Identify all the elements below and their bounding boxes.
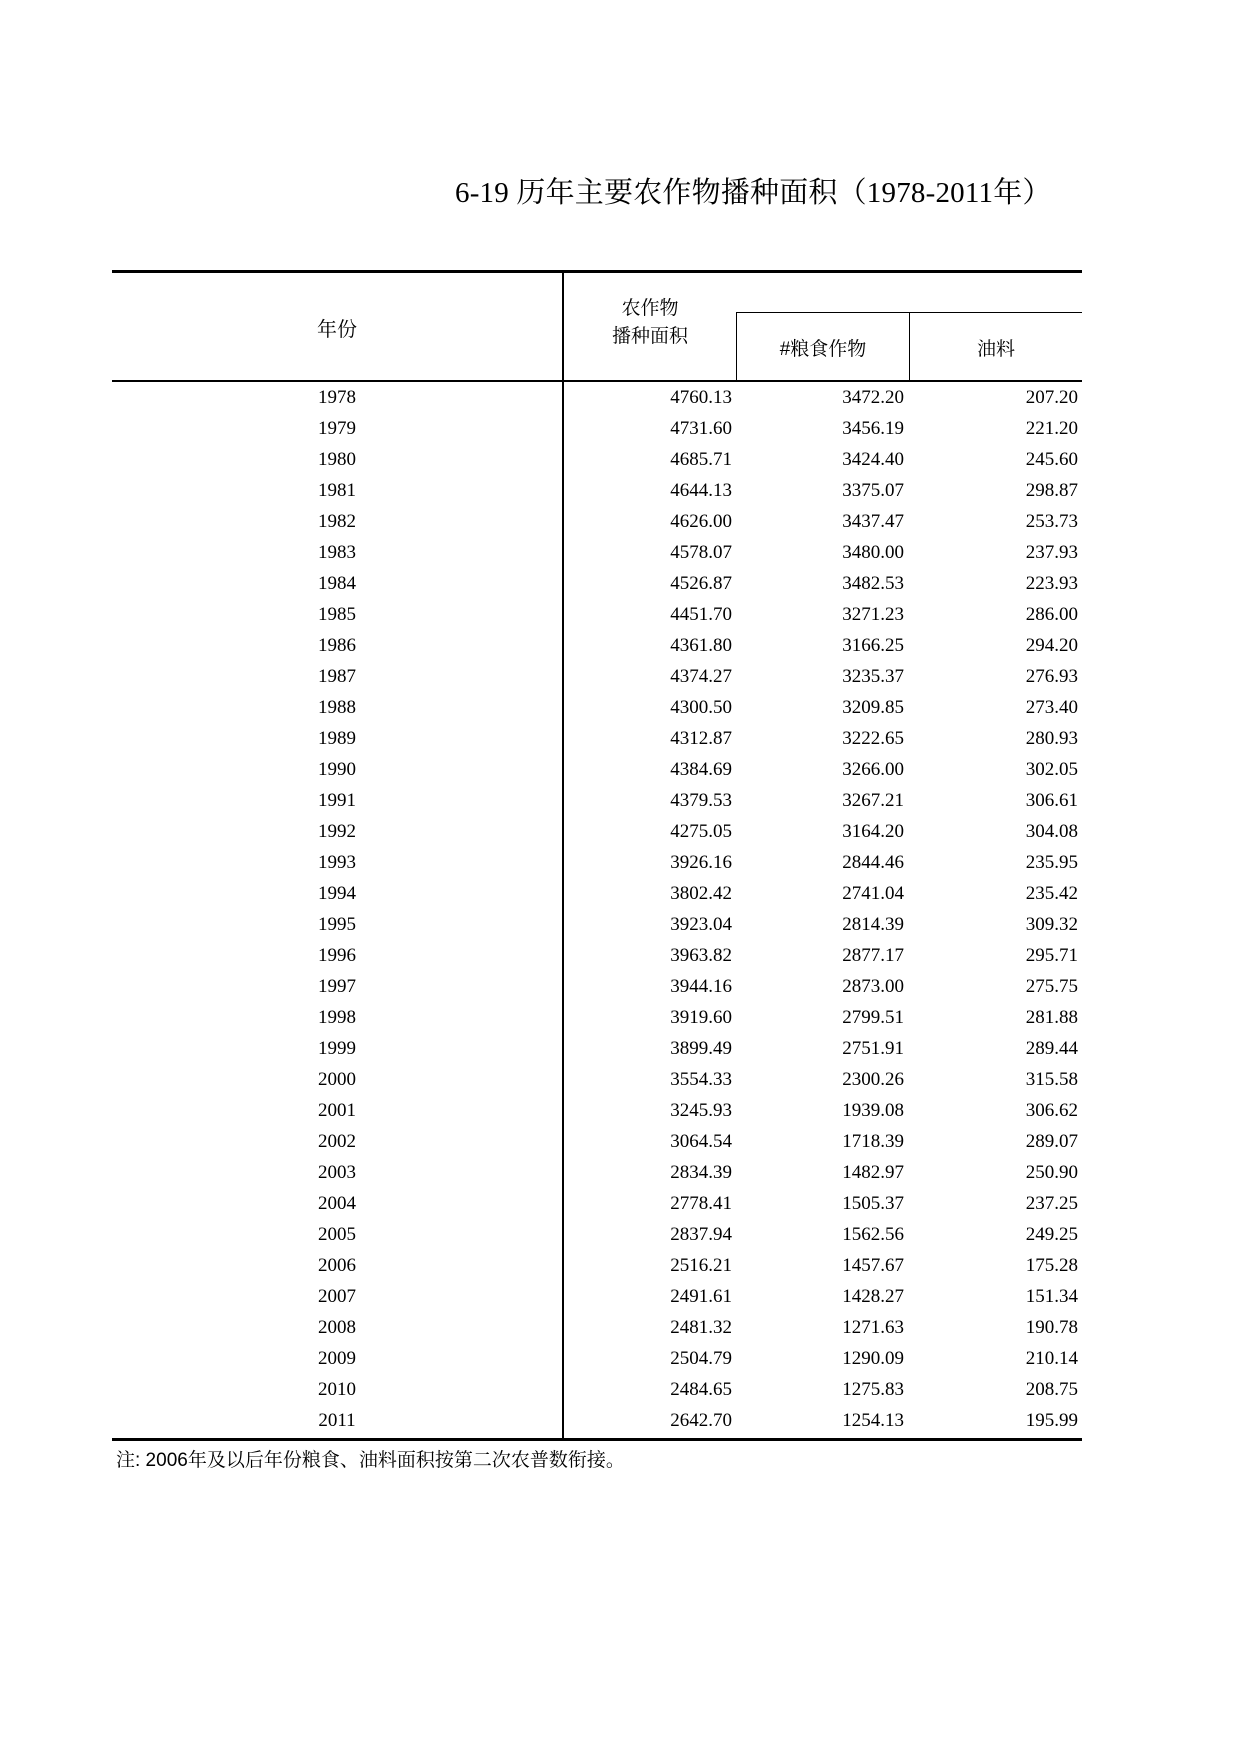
cell-grain-area: 1482.97 <box>842 1161 904 1183</box>
table-row <box>112 475 1082 506</box>
cell-oil-area: 195.99 <box>1025 1409 1078 1431</box>
cell-total-area: 2834.39 <box>670 1161 732 1183</box>
cell-oil-area: 237.93 <box>1025 541 1078 563</box>
cell-oil-area: 250.90 <box>1025 1161 1078 1183</box>
cell-year: 2002 <box>318 1130 356 1152</box>
cell-total-area: 4578.07 <box>670 541 732 563</box>
table-row <box>112 568 1082 599</box>
cell-oil-area: 235.42 <box>1025 882 1078 904</box>
cell-grain-area: 2814.39 <box>842 913 904 935</box>
cell-oil-area: 286.00 <box>1025 603 1078 625</box>
cell-year: 1997 <box>318 975 356 997</box>
cell-total-area: 3963.82 <box>670 944 732 966</box>
table-row <box>112 1374 1082 1405</box>
cell-grain-area: 3267.21 <box>842 789 904 811</box>
table-row <box>112 1157 1082 1188</box>
cell-year: 1991 <box>318 789 356 811</box>
cell-grain-area: 3166.25 <box>842 634 904 656</box>
cell-total-area: 2778.41 <box>670 1192 732 1214</box>
cell-total-area: 2491.61 <box>670 1285 732 1307</box>
cell-year: 1996 <box>318 944 356 966</box>
cell-oil-area: 235.95 <box>1025 851 1078 873</box>
cell-total-area: 4526.87 <box>670 572 732 594</box>
table-row <box>112 537 1082 568</box>
cell-total-area: 4361.80 <box>670 634 732 656</box>
cell-grain-area: 1505.37 <box>842 1192 904 1214</box>
cell-year: 1992 <box>318 820 356 842</box>
cell-total-area: 4451.70 <box>670 603 732 625</box>
cell-oil-area: 289.44 <box>1025 1037 1078 1059</box>
cell-grain-area: 3424.40 <box>842 448 904 470</box>
cell-total-area: 3919.60 <box>670 1006 732 1028</box>
table-row <box>112 723 1082 754</box>
table-body <box>112 382 1082 1436</box>
cell-grain-area: 2873.00 <box>842 975 904 997</box>
cell-grain-area: 1290.09 <box>842 1347 904 1369</box>
cell-total-area: 4626.00 <box>670 510 732 532</box>
cell-oil-area: 175.28 <box>1025 1254 1078 1276</box>
cell-oil-area: 237.25 <box>1025 1192 1078 1214</box>
table-row <box>112 1343 1082 1374</box>
cell-grain-area: 1271.63 <box>842 1316 904 1338</box>
cell-grain-area: 3456.19 <box>842 417 904 439</box>
footnote: 注: 2006年及以后年份粮食、油料面积按第二次农普数衔接。 <box>116 1450 625 1471</box>
table-row <box>112 444 1082 475</box>
cell-grain-area: 2799.51 <box>842 1006 904 1028</box>
cell-total-area: 4379.53 <box>670 789 732 811</box>
cell-total-area: 2481.32 <box>670 1316 732 1338</box>
table-row <box>112 1033 1082 1064</box>
cell-grain-area: 3437.47 <box>842 510 904 532</box>
cell-grain-area: 2877.17 <box>842 944 904 966</box>
table-header <box>112 273 1082 382</box>
table-row <box>112 940 1082 971</box>
table-row <box>112 1188 1082 1219</box>
cell-year: 1998 <box>318 1006 356 1028</box>
cell-grain-area: 3164.20 <box>842 820 904 842</box>
table-row <box>112 661 1082 692</box>
header-total-line1: 农作物 <box>621 298 679 319</box>
table-row <box>112 1064 1082 1095</box>
table-row <box>112 1405 1082 1436</box>
table-row <box>112 754 1082 785</box>
cell-grain-area: 1457.67 <box>842 1254 904 1276</box>
cell-oil-area: 295.71 <box>1025 944 1078 966</box>
cell-grain-area: 3235.37 <box>842 665 904 687</box>
cell-oil-area: 280.93 <box>1025 727 1078 749</box>
cell-total-area: 4312.87 <box>670 727 732 749</box>
table-row <box>112 1281 1082 1312</box>
cell-total-area: 4384.69 <box>670 758 732 780</box>
cell-grain-area: 3480.00 <box>842 541 904 563</box>
header-oil-crops: 油料 <box>976 339 1015 360</box>
cell-oil-area: 289.07 <box>1025 1130 1078 1152</box>
table-row <box>112 1002 1082 1033</box>
cell-grain-area: 1562.56 <box>842 1223 904 1245</box>
cell-oil-area: 253.73 <box>1025 510 1078 532</box>
cell-grain-area: 1275.83 <box>842 1378 904 1400</box>
table-row <box>112 1219 1082 1250</box>
cell-oil-area: 273.40 <box>1025 696 1078 718</box>
table-row <box>112 413 1082 444</box>
table-row <box>112 1095 1082 1126</box>
cell-total-area: 3554.33 <box>670 1068 732 1090</box>
cell-grain-area: 3482.53 <box>842 572 904 594</box>
cell-year: 1986 <box>318 634 356 656</box>
header-total-sown-area <box>564 295 736 351</box>
cell-oil-area: 190.78 <box>1025 1316 1078 1338</box>
cell-year: 1993 <box>318 851 356 873</box>
cell-total-area: 2837.94 <box>670 1223 732 1245</box>
cell-grain-area: 2300.26 <box>842 1068 904 1090</box>
cell-year: 1979 <box>318 417 356 439</box>
cell-grain-area: 3375.07 <box>842 479 904 501</box>
cell-oil-area: 207.20 <box>1025 386 1078 408</box>
cell-year: 1987 <box>318 665 356 687</box>
cell-grain-area: 3209.85 <box>842 696 904 718</box>
cell-total-area: 3064.54 <box>670 1130 732 1152</box>
table-row <box>112 599 1082 630</box>
table-row <box>112 382 1082 413</box>
cell-oil-area: 208.75 <box>1025 1378 1078 1400</box>
cell-year: 1983 <box>318 541 356 563</box>
cell-grain-area: 3271.23 <box>842 603 904 625</box>
cell-year: 1994 <box>318 882 356 904</box>
cell-oil-area: 249.25 <box>1025 1223 1078 1245</box>
table-row <box>112 971 1082 1002</box>
table-row <box>112 506 1082 537</box>
page-title: 6-19 历年主要农作物播种面积（1978-2011年） <box>455 177 1052 209</box>
cell-oil-area: 306.61 <box>1025 789 1078 811</box>
table-row <box>112 692 1082 723</box>
cell-total-area: 2504.79 <box>670 1347 732 1369</box>
cell-grain-area: 1718.39 <box>842 1130 904 1152</box>
cell-grain-area: 2844.46 <box>842 851 904 873</box>
cell-grain-area: 2751.91 <box>842 1037 904 1059</box>
cell-oil-area: 223.93 <box>1025 572 1078 594</box>
cell-oil-area: 210.14 <box>1025 1347 1078 1369</box>
cell-oil-area: 315.58 <box>1025 1068 1078 1090</box>
cell-total-area: 3802.42 <box>670 882 732 904</box>
cell-year: 2007 <box>318 1285 356 1307</box>
cell-oil-area: 294.20 <box>1025 634 1078 656</box>
cell-total-area: 4731.60 <box>670 417 732 439</box>
cell-total-area: 4275.05 <box>670 820 732 842</box>
cell-year: 2004 <box>318 1192 356 1214</box>
table-row <box>112 1250 1082 1281</box>
table-row <box>112 847 1082 878</box>
table-row <box>112 909 1082 940</box>
cell-total-area: 3923.04 <box>670 913 732 935</box>
cell-total-area: 2484.65 <box>670 1378 732 1400</box>
table-row <box>112 630 1082 661</box>
cell-year: 2003 <box>318 1161 356 1183</box>
cell-total-area: 3245.93 <box>670 1099 732 1121</box>
cell-oil-area: 306.62 <box>1025 1099 1078 1121</box>
cell-oil-area: 276.93 <box>1025 665 1078 687</box>
cell-grain-area: 1428.27 <box>842 1285 904 1307</box>
header-total-line2: 播种面积 <box>611 326 688 347</box>
cell-oil-area: 245.60 <box>1025 448 1078 470</box>
cell-year: 2010 <box>318 1378 356 1400</box>
cell-total-area: 4374.27 <box>670 665 732 687</box>
cell-oil-area: 304.08 <box>1025 820 1078 842</box>
cell-total-area: 4644.13 <box>670 479 732 501</box>
cell-total-area: 4300.50 <box>670 696 732 718</box>
cell-grain-area: 1939.08 <box>842 1099 904 1121</box>
cell-year: 2005 <box>318 1223 356 1245</box>
table-row <box>112 878 1082 909</box>
cell-grain-area: 3472.20 <box>842 386 904 408</box>
cell-grain-area: 2741.04 <box>842 882 904 904</box>
cell-year: 1981 <box>318 479 356 501</box>
cell-total-area: 2642.70 <box>670 1409 732 1431</box>
cell-year: 1978 <box>318 386 356 408</box>
cell-total-area: 4760.13 <box>670 386 732 408</box>
cell-year: 1980 <box>318 448 356 470</box>
cell-oil-area: 309.32 <box>1025 913 1078 935</box>
table-row <box>112 816 1082 847</box>
cell-year: 1985 <box>318 603 356 625</box>
cell-oil-area: 298.87 <box>1025 479 1078 501</box>
cell-year: 1984 <box>318 572 356 594</box>
cell-year: 1990 <box>318 758 356 780</box>
table-row <box>112 1126 1082 1157</box>
cell-oil-area: 302.05 <box>1025 758 1078 780</box>
cell-oil-area: 151.34 <box>1025 1285 1078 1307</box>
cell-year: 2006 <box>318 1254 356 1276</box>
table-bottom-rule <box>112 1438 1082 1441</box>
cell-grain-area: 3222.65 <box>842 727 904 749</box>
cell-year: 2001 <box>318 1099 356 1121</box>
cell-year: 1989 <box>318 727 356 749</box>
cell-year: 1982 <box>318 510 356 532</box>
cell-year: 2000 <box>318 1068 356 1090</box>
cell-year: 1999 <box>318 1037 356 1059</box>
cell-oil-area: 275.75 <box>1025 975 1078 997</box>
table-row <box>112 1312 1082 1343</box>
cell-year: 2009 <box>318 1347 356 1369</box>
cell-total-area: 3944.16 <box>670 975 732 997</box>
cell-year: 1988 <box>318 696 356 718</box>
cell-grain-area: 3266.00 <box>842 758 904 780</box>
cell-year: 2008 <box>318 1316 356 1338</box>
cell-year: 2011 <box>318 1409 356 1431</box>
header-grain-crops: #粮食作物 <box>779 339 867 360</box>
cell-total-area: 3899.49 <box>670 1037 732 1059</box>
cell-oil-area: 281.88 <box>1025 1006 1078 1028</box>
cell-total-area: 2516.21 <box>670 1254 732 1276</box>
cell-oil-area: 221.20 <box>1025 417 1078 439</box>
header-year: 年份 <box>317 319 357 341</box>
cell-total-area: 3926.16 <box>670 851 732 873</box>
table-row <box>112 785 1082 816</box>
cell-year: 1995 <box>318 913 356 935</box>
cell-total-area: 4685.71 <box>670 448 732 470</box>
cell-grain-area: 1254.13 <box>842 1409 904 1431</box>
